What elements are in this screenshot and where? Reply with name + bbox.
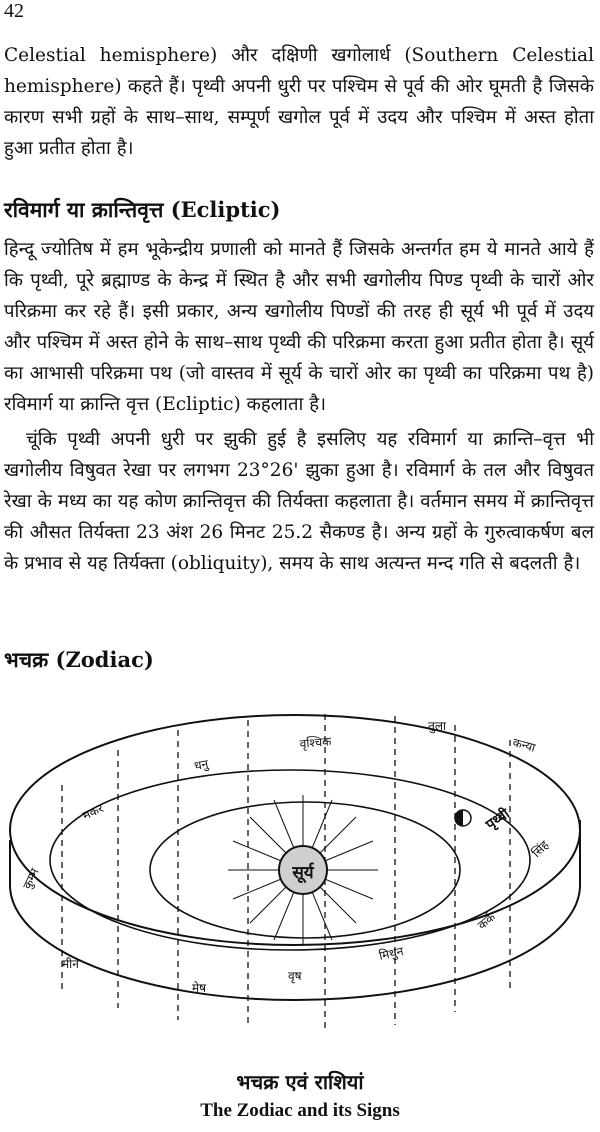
sign-label-kark: कर्क bbox=[474, 909, 499, 933]
sign-label-vrishchik: वृश्चिक bbox=[299, 734, 332, 751]
ecliptic-paragraph-2: चूंकि पृथ्वी अपनी धुरी पर झुकी हुई है इसलिए यह रविमार्ग या क्रान्ति–वृत्त भी खगोलीय विषुवत रेखा पर लगभग 23°26' झुका हुआ है। रविमार्ग के तल और विषुवत रेखा के मध्य का यह कोण क्रान्तिवृत्त की तिर्यक्ता कहलाता है। वर्तमान समय में क्रान्तिवृत्त की औसत तिर्यक्ता 23 अंश 26 मिनट 25.2 सैकण्ड है। अन्य ग्रहों के गुरुत्वाकर्षण बल के प्रभाव से यह तिर्यक्ता (obliquity), समय के साथ अत्यन्त मन्द गति से बदलती है। bbox=[4, 429, 594, 574]
zodiac-heading: भचक्र (Zodiac) bbox=[4, 647, 154, 672]
caption-hindi: भचक्र एवं राशियां bbox=[236, 1070, 364, 1094]
sign-label-makar: मकर bbox=[80, 801, 106, 823]
page-number: 42 bbox=[4, 0, 24, 22]
ecliptic-heading: रविमार्ग या क्रान्तिवृत्त (Ecliptic) bbox=[4, 197, 281, 222]
intro-paragraph: Celestial hemisphere) और दक्षिणी खगोलार्ध (Southern Celestial hemisphere) कहते हैं। पृथ्वी अपनी धुरी पर पश्चिम से पूर्व की ओर घूमती है जिसके कारण सभी ग्रहों के साथ–साथ, सम्पूर्ण खगोल पूर्व में उदय और पश्चिम में अस्त होता हुआ प्रतीत होता है। bbox=[4, 45, 594, 159]
caption-english: The Zodiac and its Signs bbox=[200, 1100, 400, 1121]
sun-label: सूर्य bbox=[292, 863, 314, 883]
zodiac-diagram bbox=[0, 690, 600, 1060]
sign-label-singh: सिंह bbox=[529, 837, 552, 861]
sign-label-mithun: मिथुन bbox=[377, 944, 405, 963]
sign-label-tula: तुला bbox=[428, 719, 447, 733]
earth-icon bbox=[455, 810, 471, 826]
sign-label-vrish: वृष bbox=[288, 969, 302, 983]
sign-label-kanya: कन्या bbox=[511, 735, 537, 755]
sign-label-dhanu: धनु bbox=[193, 756, 210, 773]
sign-label-mesh: मेष bbox=[192, 981, 207, 995]
sign-label-kumbh: कुम्भ bbox=[20, 866, 42, 892]
earth-label: पृथ्वी bbox=[483, 805, 513, 834]
ecliptic-paragraph-1: हिन्दू ज्योतिष में हम भूकेन्द्रीय प्रणाली को मानते हैं जिसके अन्तर्गत हम ये मानते आये हैं कि पृथ्वी, पूरे ब्रह्माण्ड के केन्द्र में स्थित है और सभी खगोलीय पिण्ड पृथ्वी के चारों ओर परिक्रमा कर रहे हैं। इसी प्रकार, अन्य खगोलीय पिण्डों की तरह ही सूर्य भी पूर्व में उदय और पश्चिम में अस्त होने के साथ–साथ पृथ्वी की परिक्रमा करता हुआ प्रतीत होता है। सूर्य का आभासी परिक्रमा पथ (जो वास्तव में सूर्य के चारों ओर का पृथ्वी का परिक्रमा पथ है) रविमार्ग या क्रान्ति वृत्त (Ecliptic) कहलाता है। bbox=[4, 239, 594, 415]
sign-label-meen: मीन bbox=[62, 957, 79, 971]
